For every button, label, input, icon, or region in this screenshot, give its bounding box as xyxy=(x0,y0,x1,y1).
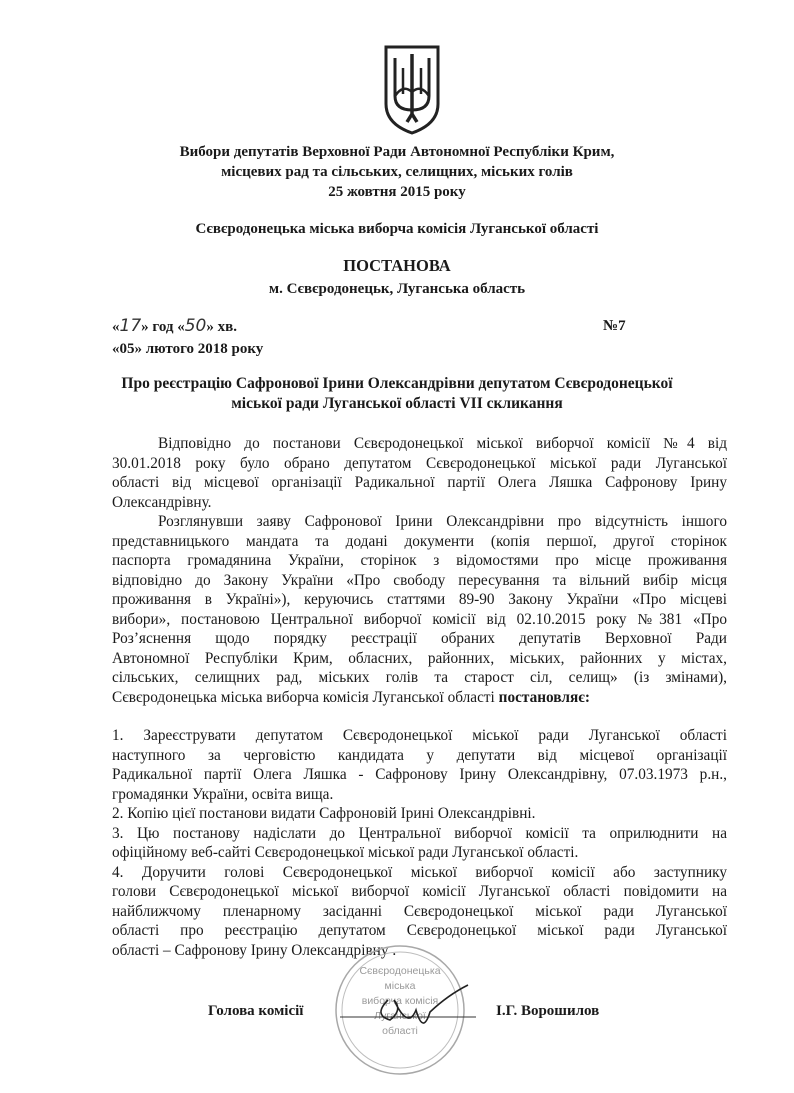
body-text: Сєвєродонецька міська виборча комісія Луганської області xyxy=(112,688,499,706)
election-title xyxy=(0,142,794,202)
body-line: вибори», постановою Центральної виборчої комісії від 02.10.2015 року №381 «Про xyxy=(112,610,727,628)
time-text: « xyxy=(112,319,120,335)
coat-of-arms-trident-icon xyxy=(383,44,441,136)
document-title xyxy=(0,374,794,414)
stamp-text-line: Сєвєродонецька xyxy=(359,965,441,977)
body-line: Олександрівну. xyxy=(112,493,212,511)
official-stamp xyxy=(328,940,478,1080)
body-line: відповідно до Закону України «Про свободу пересування та вільний вибір місця xyxy=(112,571,727,589)
stamp-text-line: області xyxy=(382,1025,418,1037)
stamp-text-line: Луганської xyxy=(374,1010,426,1022)
body-line: Розглянувши заяву Сафронової Ірини Олександрівни про відсутність іншого xyxy=(158,513,727,530)
body-line: голови Сєвєродонецької міської виборчої комісії Луганської області повідомити на xyxy=(112,883,727,900)
time-text: » хв. xyxy=(206,319,237,335)
document-place: м. Сєвєродонецьк, Луганська область xyxy=(268,281,526,297)
body-line: області від місцевої організації Радикальної партії Олега Ляшка Сафронову Ірину xyxy=(112,474,727,491)
election-line: Вибори депутатів Верховної Ради Автономної Республіки Крим, xyxy=(179,144,615,160)
body-line: громадянки України, освіта вища. xyxy=(112,785,334,803)
title-line: міської ради Луганської області VII скликання xyxy=(231,395,563,412)
body-line xyxy=(112,688,727,708)
body-line: 3. Цю постанову надіслати до Центральної виборчої комісії та оприлюднити на xyxy=(112,824,727,842)
election-line: 25 жовтня 2015 року xyxy=(328,184,466,200)
minutes-handwritten: 50 xyxy=(184,316,207,336)
document-type: ПОСТАНОВА xyxy=(343,256,451,275)
signatory-name: І.Г. Ворошилов xyxy=(496,1003,600,1019)
commission-name: Сєвєродонецька міська виборча комісія Луганської області xyxy=(195,221,599,237)
title-line: Про реєстрацію Сафронової Ірини Олександрівни депутатом Сєвєродонецької xyxy=(121,375,673,392)
body-line: області – Сафронову Ірину Олександрівну . xyxy=(112,941,397,959)
stamp-text-line: виборча комісія xyxy=(361,995,439,1007)
body-line: 4. Доручити голові Сєвєродонецької міської виборчої комісії або заступнику xyxy=(112,863,727,881)
body-line: області про реєстрацію депутатом Сєвєродонецької міської ради Луганської xyxy=(112,922,727,939)
body-line: наступного за черговістю кандидата у депутати від місцевої організації xyxy=(112,746,727,764)
signatory-role: Голова комісії xyxy=(208,1003,304,1019)
document-number: №7 xyxy=(603,318,626,334)
election-line: місцевих рад та сільських, селищних, міських голів xyxy=(221,164,573,180)
stamp-text-line: міська xyxy=(384,980,416,992)
document-date: «05» лютого 2018 року xyxy=(112,341,264,357)
time-text: » год « xyxy=(141,319,185,335)
body-line: проживання в Україні»), керуючись статтями 89-90 Закону України «Про місцеві xyxy=(112,591,727,608)
body-line: Радикальної партії Олега Ляшка - Сафронову Ірину Олександрівну, 07.03.1973 р.н., xyxy=(112,766,727,783)
body-line: найближчому пленарному засіданні Сєвєродонецької міської ради Луганської xyxy=(112,902,727,920)
body-line: 30.01.2018 року було обрано депутатом Сєвєродонецької міської ради Луганської xyxy=(112,454,727,472)
body-line: 1. Зареєструвати депутатом Сєвєродонецької міської ради Луганської області xyxy=(112,727,727,744)
body-line: Автономної Республіки Крим, обласних, районних, міських, районних у містах, xyxy=(112,649,727,667)
body-line: офіційному веб-сайті Сєвєродонецької міської ради Луганської області. xyxy=(112,844,579,861)
body-line: представницького мандата та додані документи (копія першої, другої сторінок xyxy=(112,532,727,550)
hour-handwritten: 17 xyxy=(119,316,142,336)
body-line: паспорта громадянина України, сторінок з відомостями про місце проживання xyxy=(112,552,727,569)
body-line: 2. Копію цієї постанови видати Сафроновій Ірині Олександрівні. xyxy=(112,805,536,822)
session-time xyxy=(112,316,237,337)
body-line: Роз’яснення щодо порядку реєстрації обраних депутатів Верховної Ради xyxy=(112,630,727,647)
resolves-keyword: постановляє: xyxy=(498,688,590,706)
body-line: Відповідно до постанови Сєвєродонецької міської виборчої комісії №4 від xyxy=(158,435,727,452)
body-line: сільських, селищних рад, міських голів та старост сіл, селищ» (із змінами), xyxy=(112,669,727,686)
